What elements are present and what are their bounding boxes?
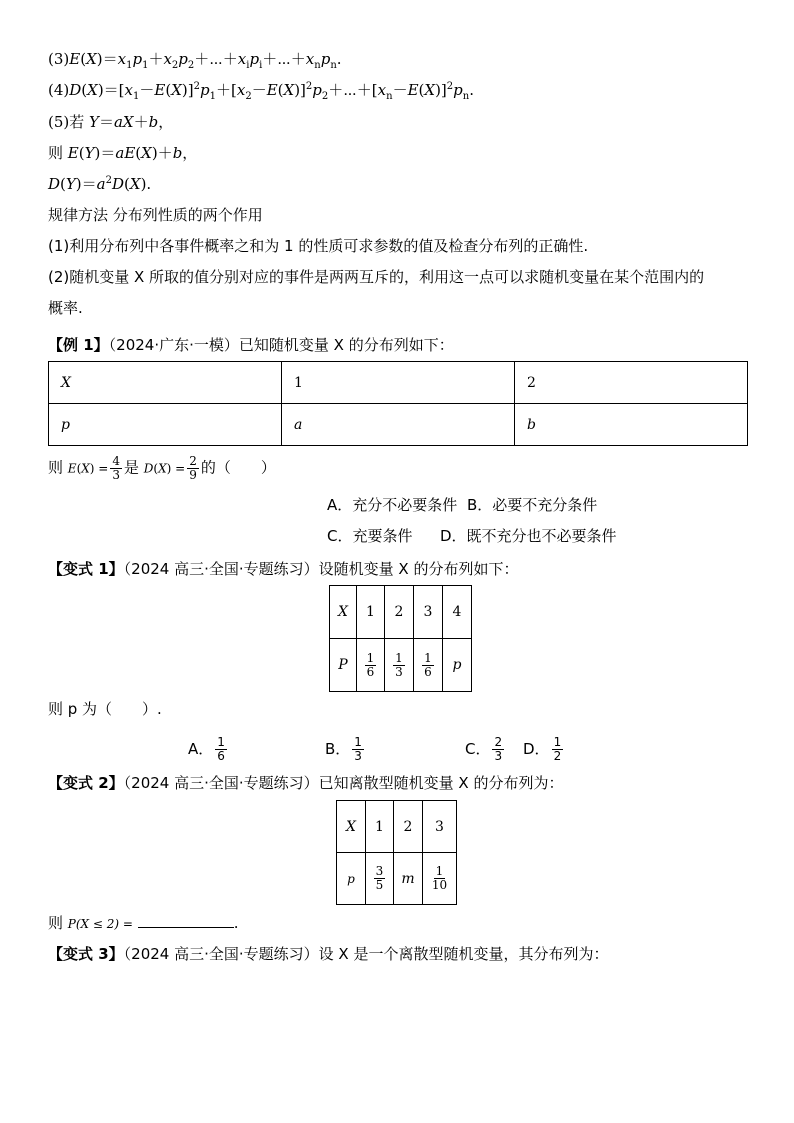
table-cell: X xyxy=(330,586,357,639)
table-cell: 4 xyxy=(443,586,472,639)
variant-2-table xyxy=(336,800,457,905)
table-cell: a xyxy=(282,404,515,446)
table-cell: 2 xyxy=(385,586,414,639)
example-tag: 【例 1】 xyxy=(48,336,109,354)
rule-item-2-cont: 概率. xyxy=(48,299,83,317)
table-cell: p xyxy=(337,853,366,905)
formula-expectation: $(3)E(X)=x_1p_1+x_2p_2+\cdots+x_ip_i+\cdots+x_np_n$. xyxy=(48,50,342,71)
table-row xyxy=(337,801,457,853)
example-source: （2024·广东·一模）已知随机变量 X 的分布列如下： xyxy=(108,336,454,354)
rule-heading: 规律方法 分布列性质的两个作用 xyxy=(48,206,263,224)
option-letter: B． xyxy=(325,740,351,758)
table-cell: 2 xyxy=(515,362,748,404)
table-cell: X xyxy=(337,801,366,853)
example-1-heading xyxy=(48,335,454,355)
variant-source: （2024 高三·全国·专题练习）设随机变量 X 的分布列如下： xyxy=(123,560,519,578)
variant-1-heading xyxy=(48,559,518,579)
question-mid: 是 xyxy=(124,458,140,477)
table-cell: $\frac{1}{10}$ xyxy=(423,853,457,905)
table-cell: P xyxy=(330,639,357,692)
question-suffix: 的（ ） xyxy=(200,458,276,477)
variant-1-table xyxy=(329,585,472,692)
option-d[interactable]: D．既不充分也不必要条件 xyxy=(440,527,617,545)
table-cell: 3 xyxy=(423,801,457,853)
table-row xyxy=(49,404,748,446)
table-cell: $\frac{1}{3}$ xyxy=(385,639,414,692)
question-prefix: 则 xyxy=(48,914,64,932)
table-row xyxy=(330,639,472,692)
variant-tag: 【变式 3】 xyxy=(48,945,124,963)
variant-1-question: 则 p 为（ ）. xyxy=(48,700,162,718)
option-c[interactable]: C． $\frac{2}{3}$ xyxy=(465,735,503,763)
table-cell: $\frac{3}{5}$ xyxy=(366,853,394,905)
variant-source: （2024 高三·全国·专题练习）设 X 是一个离散型随机变量，其分布列为： xyxy=(123,945,609,963)
formula-number: (4) xyxy=(48,81,70,99)
example-1-table xyxy=(48,361,748,446)
answer-blank[interactable] xyxy=(138,913,234,928)
example-1-question: 则 E(X) = $\frac{4}{3}$ 是 D(X) = $\frac{2}{9}$ 的（ ） xyxy=(48,454,276,482)
table-row xyxy=(330,586,472,639)
variant-3-heading xyxy=(48,944,608,964)
table-cell: p xyxy=(49,404,282,446)
formula-then-text: 则 xyxy=(48,144,64,162)
table-cell: 3 xyxy=(414,586,443,639)
table-cell: 1 xyxy=(357,586,385,639)
option-letter: D． xyxy=(523,740,550,758)
table-cell: X xyxy=(49,362,282,404)
question-expression: P(X ≤ 2) = xyxy=(67,917,133,931)
rule-item-2: (2)随机变量 X 所取的值分别对应的事件是两两互斥的，利用这一点可以求随机变量在某个范围内的 xyxy=(48,268,705,286)
question-end: . xyxy=(233,914,239,932)
formula-linear: (5)若 Y＝aX＋b， xyxy=(48,113,174,131)
table-cell: p xyxy=(443,639,472,692)
variant-tag: 【变式 1】 xyxy=(48,560,124,578)
table-cell: 2 xyxy=(394,801,423,853)
question-prefix: 则 xyxy=(48,458,64,477)
variant-2-heading xyxy=(48,773,563,793)
variant-2-question xyxy=(48,913,239,934)
variant-tag: 【变式 2】 xyxy=(48,774,124,792)
table-row xyxy=(49,362,748,404)
option-b[interactable]: B．必要不充分条件 xyxy=(467,496,598,514)
formula-number: (5) xyxy=(48,113,70,131)
option-d[interactable]: D． $\frac{1}{2}$ xyxy=(523,735,562,763)
table-cell: m xyxy=(394,853,423,905)
table-cell: b xyxy=(515,404,748,446)
table-cell: 1 xyxy=(282,362,515,404)
rule-item-1: (1)利用分布列中各事件概率之和为 1 的性质可求参数的值及检查分布列的正确性. xyxy=(48,237,589,255)
formula-linear-expectation: 则 E(Y)＝aE(X)＋b， xyxy=(48,144,198,162)
option-c[interactable]: C．充要条件 xyxy=(327,527,413,545)
variant-source: （2024 高三·全国·专题练习）已知离散型随机变量 X 的分布列为： xyxy=(123,774,564,792)
option-letter: C． xyxy=(465,740,491,758)
formula-number: (3) xyxy=(48,50,70,68)
table-row xyxy=(337,853,457,905)
formula-if-text: 若 xyxy=(69,113,85,131)
option-a[interactable]: A．充分不必要条件 xyxy=(327,496,458,514)
table-cell: 1 xyxy=(366,801,394,853)
table-cell: $\frac{1}{6}$ xyxy=(357,639,385,692)
option-a[interactable]: A． $\frac{1}{6}$ xyxy=(188,735,225,763)
option-b[interactable]: B． $\frac{1}{3}$ xyxy=(325,735,362,763)
table-cell: $\frac{1}{6}$ xyxy=(414,639,443,692)
formula-linear-variance: $D(Y)=a^2D(X)$. xyxy=(48,175,152,193)
option-letter: A． xyxy=(188,740,214,758)
formula-variance: $(4)D(X)=[x_1-E(X)]^2p_1+[x_2-E(X)]^2p_2+\cdots+[x_n-E(X)]^2p_n$. xyxy=(48,81,475,102)
